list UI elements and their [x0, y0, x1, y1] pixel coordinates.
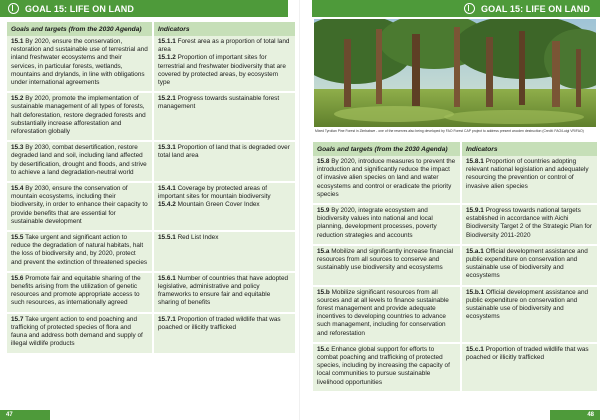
- indicator-text: Proportion of countries adopting relevant national legislation and adequately resourcing the prevention or control of invasive alien species: [466, 158, 589, 190]
- target-code: 15.7: [11, 315, 24, 323]
- target-cell: [313, 245, 461, 286]
- page-number-right: 48: [587, 412, 594, 418]
- table-header-row: [313, 142, 597, 156]
- target-cell: [7, 313, 153, 354]
- indicator-cell: [153, 272, 295, 313]
- target-text: By 2020, introduce measures to prevent the introduction and significantly reduce the impact of invasive alien species on land and water ecosystems and control or eradicate the priority species: [317, 158, 456, 198]
- indicator-cell: [153, 36, 295, 92]
- target-cell: [7, 92, 153, 141]
- indicator-item: [158, 38, 291, 54]
- indicator-text: Official development assistance and public expenditure on conservation and sustainable use of biodiversity and ecosystems: [466, 247, 588, 280]
- indicator-text: Progress towards national targets established in accordance with Aichi Biodiversity Target 2 of the Strategic Plan for Biodiversity 2011-2020: [466, 207, 592, 239]
- goal-title-left: GOAL 15: LIFE ON LAND: [25, 3, 134, 14]
- indicator-item: [158, 95, 291, 111]
- indicator-text: Forest area as a proportion of total land area: [158, 38, 290, 54]
- page-number-left: 47: [6, 412, 13, 418]
- indicator-code: 15.1.2: [158, 54, 176, 62]
- target-cell: [313, 343, 461, 392]
- target-text: Enhance global support for efforts to combat poaching and trafficking of protected species, including by increasing the capacity of local communities to pursue sustainable livelihood opportunities: [317, 345, 450, 386]
- indicator-code: 15.1.1: [158, 38, 176, 45]
- target-text: By 2020, promote the implementation of sustainable management of all types of forests, halt deforestation, restore degraded forests and substantially increase afforestation and reforestation globally: [11, 95, 146, 136]
- target-code: 15.5: [11, 234, 24, 242]
- target-text: By 2030, ensure the conservation of mountain ecosystems, including their biodiversity, in order to enhance their capacity to provide benefits that are essential for sustainable development: [11, 185, 148, 225]
- indicator-text: Number of countries that have adopted legislative, administrative and policy frameworks to ensure fair and equitable sharing of benefits: [158, 274, 289, 307]
- target-code: 15.c: [317, 345, 330, 353]
- indicator-cell: [153, 313, 295, 354]
- indicator-text: Proportion of traded wildlife that was poached or illicitly trafficked: [158, 315, 281, 331]
- indicator-item: [466, 158, 593, 191]
- target-code: 15.a: [317, 247, 330, 255]
- target-code: 15.6: [11, 274, 24, 282]
- goal-header-right: [312, 0, 600, 17]
- target-text: By 2020, ensure the conservation, restoration and sustainable use of terrestrial and inland freshwater ecosystems and their services, in particular forests, wetlands, mountains and drylands, in line with obligations under international agreements: [11, 38, 148, 87]
- indicator-item: [466, 207, 593, 240]
- indicator-code: 15.5.1: [158, 234, 176, 242]
- indicator-code: 15.9.1: [466, 207, 484, 215]
- target-code: 15.8: [317, 158, 330, 165]
- target-code: 15.4: [11, 185, 24, 193]
- target-text: By 2020, integrate ecosystem and biodiversity values into national and local planning, development processes, poverty reduction strategies and accounts: [317, 207, 437, 239]
- indicator-text: Proportion of traded wildlife that was poached or illicitly trafficked: [466, 345, 589, 362]
- indicator-cell: [461, 204, 597, 245]
- target-row: [7, 182, 295, 231]
- indicator-cell: [461, 286, 597, 343]
- indicator-cell: [153, 231, 295, 272]
- goals-column-header: Goals and targets (from the 2030 Agenda): [313, 142, 461, 156]
- indicator-cell: [153, 182, 295, 231]
- indicator-cell: [461, 156, 597, 204]
- indicator-item: [466, 248, 593, 281]
- indicator-item: [158, 185, 291, 201]
- indicator-cell: [153, 92, 295, 141]
- target-cell: [7, 182, 153, 231]
- goals-column-header: Goals and targets (from the 2030 Agenda): [7, 22, 153, 36]
- target-text: Mobilize and significantly increase financial resources from all sources to conserve and sustainably use biodiversity and ecosystems: [317, 247, 454, 272]
- table-header-row: [7, 22, 295, 36]
- target-cell: [7, 36, 153, 92]
- goal-15-icon: [8, 3, 19, 14]
- indicator-code: 15.2.1: [158, 95, 176, 103]
- target-text: Mobilize significant resources from all sources and at all levels to finance sustainable forest management and provide adequate incentives to developing countries to advance such management, including for conservation and reforestation: [317, 288, 449, 337]
- indicator-code: 15.4.1: [158, 185, 176, 193]
- footer-left: [0, 410, 50, 420]
- target-code: 15.2: [11, 95, 24, 103]
- indicator-cell: [461, 343, 597, 392]
- indicators-column-header: Indicators: [153, 22, 295, 36]
- indicator-item: [158, 201, 291, 209]
- target-row: [313, 156, 597, 204]
- target-row: [7, 313, 295, 354]
- target-text: Take urgent and significant action to reduce the degradation of natural habitats, halt the loss of biodiversity and, by 2020, protect and prevent the extinction of threatened species: [11, 234, 148, 266]
- indicator-code: 15.a.1: [466, 247, 484, 255]
- forest-photo: [314, 19, 596, 127]
- goal-15-icon: [464, 3, 475, 14]
- indicator-item: [158, 144, 291, 160]
- target-row: [313, 204, 597, 245]
- target-row: [7, 272, 295, 313]
- footer-right: [550, 410, 600, 420]
- indicator-text: Proportion of land that is degraded over total land area: [158, 144, 290, 160]
- target-row: [313, 245, 597, 286]
- indicator-text: Mountain Green Cover Index: [177, 201, 260, 209]
- indicator-text: Proportion of important sites for terrestrial and freshwater biodiversity that are covered by protected areas, by ecosystem type: [158, 54, 286, 87]
- target-cell: [313, 156, 461, 204]
- target-text: Take urgent action to end poaching and trafficking of protected species of flora and fauna and address both demand and supply of illegal wildlife products: [11, 315, 143, 348]
- page-gutter: [299, 0, 300, 420]
- target-code: 15.3: [11, 144, 24, 152]
- indicator-text: Progress towards sustainable forest management: [158, 95, 280, 111]
- indicator-code: 15.6.1: [158, 274, 176, 282]
- right-targets-table: [313, 142, 597, 393]
- indicator-text: Official development assistance and public expenditure on conservation and sustainable use of biodiversity and ecosystems: [466, 288, 589, 321]
- target-code: 15.b: [317, 288, 330, 296]
- target-code: 15.1: [11, 38, 24, 45]
- indicator-item: [158, 275, 291, 308]
- target-cell: [313, 286, 461, 343]
- left-targets-table: [7, 22, 295, 355]
- target-text: Promote fair and equitable sharing of the benefits arising from the utilization of genetic resources and promote appropriate access to such resources, as internationally agreed: [11, 274, 141, 307]
- target-cell: [313, 204, 461, 245]
- indicator-item: [158, 234, 291, 242]
- indicator-item: [466, 289, 593, 322]
- indicator-code: 15.8.1: [466, 158, 484, 165]
- photo-caption: Mixed Tyrolian Pine Forest in Zimbabwe - one of the reserves also being developed by FAO Forest CAP project to address present wooden destruction (Credit: FAO/Luigi VR/FAO): [315, 129, 584, 133]
- indicators-column-header: Indicators: [461, 142, 597, 156]
- indicator-code: 15.c.1: [466, 345, 484, 353]
- target-row: [7, 36, 295, 92]
- indicator-text: Red List Index: [177, 234, 219, 242]
- target-text: By 2030, combat desertification, restore degraded land and soil, including land affected by desertification, drought and floods, and strive to achieve a land degradation-neutral world: [11, 144, 147, 176]
- target-row: [313, 286, 597, 343]
- indicator-text: Coverage by protected areas of important sites for mountain biodiversity: [158, 185, 271, 201]
- target-row: [7, 141, 295, 182]
- target-row: [7, 231, 295, 272]
- indicator-cell: [461, 245, 597, 286]
- target-row: [7, 92, 295, 141]
- indicator-code: 15.b.1: [466, 288, 485, 296]
- target-cell: [7, 272, 153, 313]
- indicator-item: [466, 346, 593, 362]
- goal-header-left: [0, 0, 288, 17]
- target-cell: [7, 141, 153, 182]
- indicator-code: 15.7.1: [158, 315, 176, 323]
- target-cell: [7, 231, 153, 272]
- target-code: 15.9: [317, 207, 330, 215]
- target-row: [313, 343, 597, 392]
- indicator-code: 15.3.1: [158, 144, 176, 152]
- indicator-item: [158, 54, 291, 87]
- goal-title-right: GOAL 15: LIFE ON LAND: [481, 3, 590, 14]
- indicator-cell: [153, 141, 295, 182]
- indicator-code: 15.4.2: [158, 201, 176, 209]
- indicator-item: [158, 316, 291, 332]
